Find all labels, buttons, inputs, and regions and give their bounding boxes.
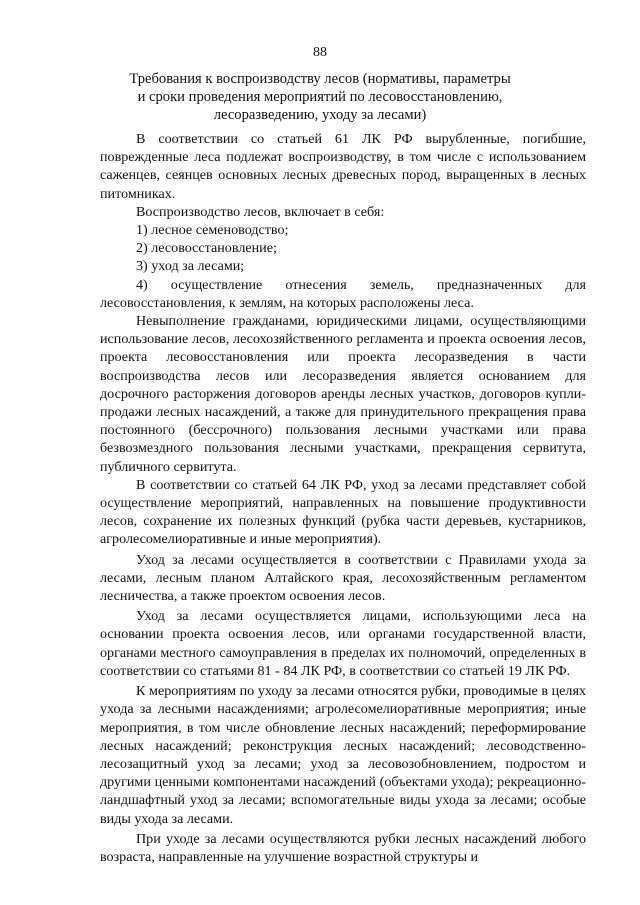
paragraph-reproduction-obligation: В соответствии со статьей 61 ЛК РФ вырубленные, погибшие, поврежденные леса подлежат воспроизводству, в том числе с использованием саженцев, сеянцев основных лесных древесных пород, выращенных в лесных питомниках. <box>100 131 586 202</box>
paragraph-forest-care-activities: К мероприятиям по уходу за лесами относятся рубки, проводимые в целях ухода за лесными насаждениями; агролесомелиоративные мероприятия; иные мероприятия, в том числе обновление лесных насаждений; переформирование лесных насаждений; реконструкция лесных насаждений; лесоводственно-лесозащитный уход за лесами; уход за лесовозобновлением, подростом и другими ценными компонентами насаждений (объектами ухода); рекреационно-ландшафтный уход за лесами; вспомогательные виды ухода за лесами; особые виды ухода за лесами. <box>100 683 586 827</box>
list-item-land-assignment: 4) осуществление отнесения земель, предназначенных для лесовосстановления, к землям, на которых расположены леса. <box>100 276 586 311</box>
paragraph-care-fellings: При уходе за лесами осуществляются рубки лесных насаждений любого возраста, направленные на улучшение возрастной структуры и <box>100 830 586 865</box>
page-number: 88 <box>313 45 327 60</box>
paragraph-reproduction-includes: Воспроизводство лесов, включает в себя: <box>136 203 385 220</box>
title-line-2: и сроки проведения мероприятий по лесовосстановлению, <box>137 89 503 105</box>
title-line-1: Требования к воспроизводству лесов (нормативы, параметры <box>129 71 511 87</box>
paragraph-forest-care-definition: В соответствии со статьей 64 ЛК РФ, уход за лесами представляет собой осуществление мероприятий, направленных на повышение продуктивности лесов, сохранение их полезных функций (рубка части деревьев, кустарников, агролесомелиоративные и иные мероприятия). <box>100 476 586 548</box>
section-title <box>100 70 540 124</box>
list-item-seed-production: 1) лесное семеноводство; <box>136 222 289 239</box>
title-line-3: лесоразведению, уходу за лесами) <box>213 107 427 123</box>
paragraph-forest-care-rules: Уход за лесами осуществляется в соответствии с Правилами ухода за лесами, лесным планом Алтайского края, лесохозяйственным регламентом лесничества, а также проектом освоения лесов. <box>100 551 586 605</box>
paragraph-forest-care-performers: Уход за лесами осуществляется лицами, использующими леса на основании проекта освоения лесов, или органами государственной власти, органами местного самоуправления в пределах их полномочий, определенных в соответствии со статьями 81 - 84 ЛК РФ, в соответствии со статьей 19 ЛК РФ. <box>100 608 586 679</box>
paragraph-non-compliance: Невыполнение гражданами, юридическими лицами, осуществляющими использование лесов, лесохозяйственного регламента и проекта освоения лесов, проекта лесовосстановления или проекта лесоразведения в части воспроизводства лесов или лесоразведения является основанием для досрочного расторжения договоров аренды лесных участков, договоров купли-продажи лесных насаждений, а также для принудительного прекращения права постоянного (бессрочного) пользования лесными участками или права безвозмездного пользования лесными участками, прекращения сервитута, публичного сервитута. <box>100 313 586 475</box>
list-item-forest-care: 3) уход за лесами; <box>136 258 245 275</box>
body-text <box>100 130 586 866</box>
list-item-reforestation: 2) лесовосстановление; <box>136 240 277 257</box>
